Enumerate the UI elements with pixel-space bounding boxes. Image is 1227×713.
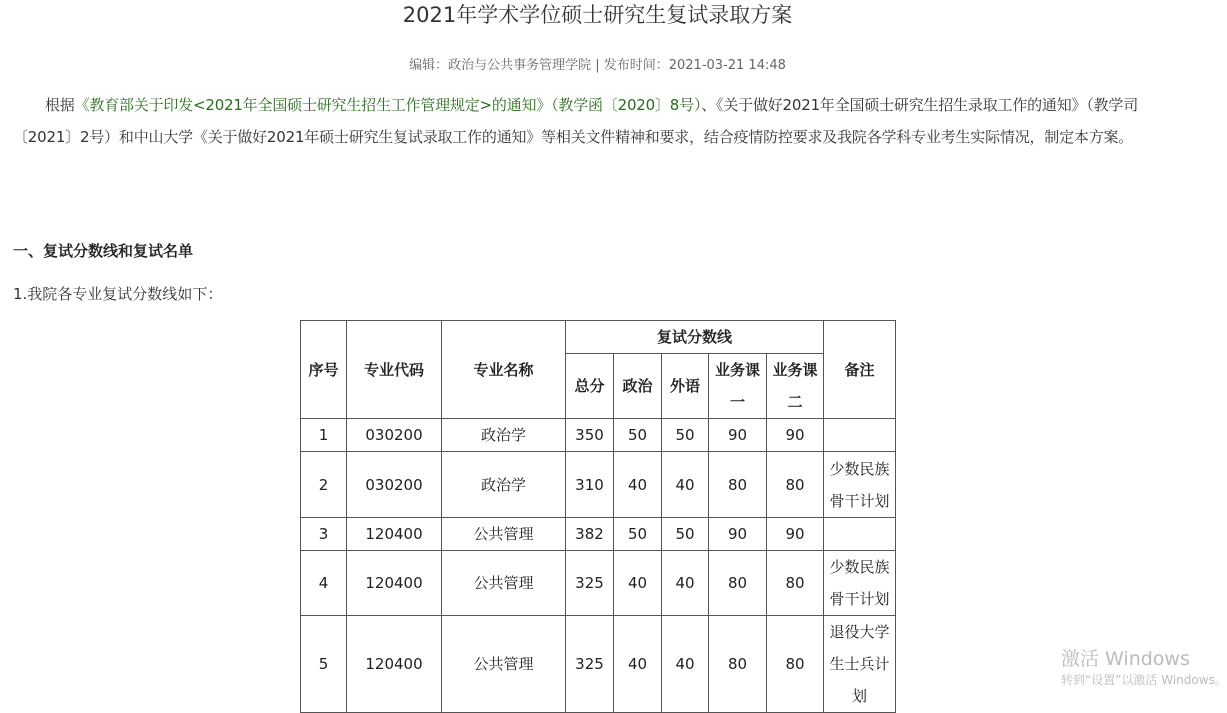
watermark-title: 激活 Windows bbox=[1061, 648, 1190, 670]
table-cell: 公共管理 bbox=[442, 518, 566, 551]
table-cell: 030200 bbox=[347, 419, 442, 452]
header-score: 复试分数线 bbox=[566, 321, 824, 354]
table-cell: 80 bbox=[767, 551, 824, 616]
table-row bbox=[301, 616, 896, 713]
para-text: 、《关于做好2021年全国硕士研究生招生录取工作的通知》（教学司〔2021〕2号）和中山大学《关于做好2021年硕士研究生复试录取工作的通知》等相关文件精神和要求，结合疫情防控要求及我院各学科专业考生实际情况，制定本方案。 bbox=[13, 96, 1139, 146]
table-cell: 80 bbox=[767, 616, 824, 713]
table-cell: 40 bbox=[614, 551, 662, 616]
table-cell: 80 bbox=[709, 551, 767, 616]
table-cell: 1 bbox=[301, 419, 347, 452]
header-code: 专业代码 bbox=[347, 321, 442, 419]
table-cell: 90 bbox=[709, 419, 767, 452]
table-cell: 50 bbox=[662, 518, 709, 551]
watermark-subtitle: 转到“设置”以激活 Windows。 bbox=[1061, 673, 1227, 687]
table-row bbox=[301, 419, 896, 452]
table-cell: 4 bbox=[301, 551, 347, 616]
table-cell: 40 bbox=[614, 452, 662, 518]
table-cell: 350 bbox=[566, 419, 614, 452]
table-cell: 90 bbox=[767, 518, 824, 551]
notice-link[interactable]: 《教育部关于印发<2021年全国硕士研究生招生工作管理规定>的通知》（教学函〔2020〕8号） bbox=[74, 96, 702, 114]
table-cell: 2 bbox=[301, 452, 347, 518]
table-cell: 政治学 bbox=[442, 419, 566, 452]
para-text: 根据 bbox=[45, 96, 75, 114]
table-cell: 120400 bbox=[347, 551, 442, 616]
table-cell: 90 bbox=[767, 419, 824, 452]
table-row bbox=[301, 551, 896, 616]
table-cell: 030200 bbox=[347, 452, 442, 518]
table-cell bbox=[824, 419, 896, 452]
section-heading: 一、复试分数线和复试名单 bbox=[13, 242, 194, 260]
table-cell: 少数民族骨干计划 bbox=[824, 551, 896, 616]
table-cell: 公共管理 bbox=[442, 551, 566, 616]
header-name: 专业名称 bbox=[442, 321, 566, 419]
table-cell: 90 bbox=[709, 518, 767, 551]
table-cell: 310 bbox=[566, 452, 614, 518]
table-cell: 325 bbox=[566, 616, 614, 713]
header-no: 序号 bbox=[301, 321, 347, 419]
table-cell: 3 bbox=[301, 518, 347, 551]
table-cell: 120400 bbox=[347, 518, 442, 551]
table-cell: 5 bbox=[301, 616, 347, 713]
table-cell: 50 bbox=[662, 419, 709, 452]
table-cell: 325 bbox=[566, 551, 614, 616]
subheader-cell: 外语 bbox=[662, 354, 709, 419]
table-cell: 40 bbox=[614, 616, 662, 713]
score-table bbox=[300, 320, 896, 713]
table-cell: 80 bbox=[709, 452, 767, 518]
table-cell: 退役大学生士兵计划 bbox=[824, 616, 896, 713]
table-cell bbox=[824, 518, 896, 551]
subheader-cell: 政治 bbox=[614, 354, 662, 419]
table-cell: 少数民族骨干计划 bbox=[824, 452, 896, 518]
table-cell: 382 bbox=[566, 518, 614, 551]
table-cell: 80 bbox=[767, 452, 824, 518]
table-row bbox=[301, 518, 896, 551]
article-meta: 编辑：政治与公共事务管理学院 | 发布时间：2021-03-21 14:48 bbox=[409, 58, 786, 73]
table-cell: 40 bbox=[662, 452, 709, 518]
header-note: 备注 bbox=[824, 321, 896, 419]
table-cell: 50 bbox=[614, 419, 662, 452]
table-cell: 50 bbox=[614, 518, 662, 551]
table-cell: 120400 bbox=[347, 616, 442, 713]
table-cell: 公共管理 bbox=[442, 616, 566, 713]
table-cell: 40 bbox=[662, 616, 709, 713]
table-cell: 40 bbox=[662, 551, 709, 616]
page-title: 2021年学术学位硕士研究生复试录取方案 bbox=[402, 3, 793, 27]
item-text: 1.我院各专业复试分数线如下： bbox=[13, 285, 223, 303]
subheader-cell: 业务课一 bbox=[709, 354, 767, 419]
subheader-cell: 业务课二 bbox=[767, 354, 824, 419]
table-cell: 80 bbox=[709, 616, 767, 713]
subheader-cell: 总分 bbox=[566, 354, 614, 419]
intro-paragraph bbox=[13, 89, 1178, 153]
table-cell: 政治学 bbox=[442, 452, 566, 518]
table-row bbox=[301, 452, 896, 518]
